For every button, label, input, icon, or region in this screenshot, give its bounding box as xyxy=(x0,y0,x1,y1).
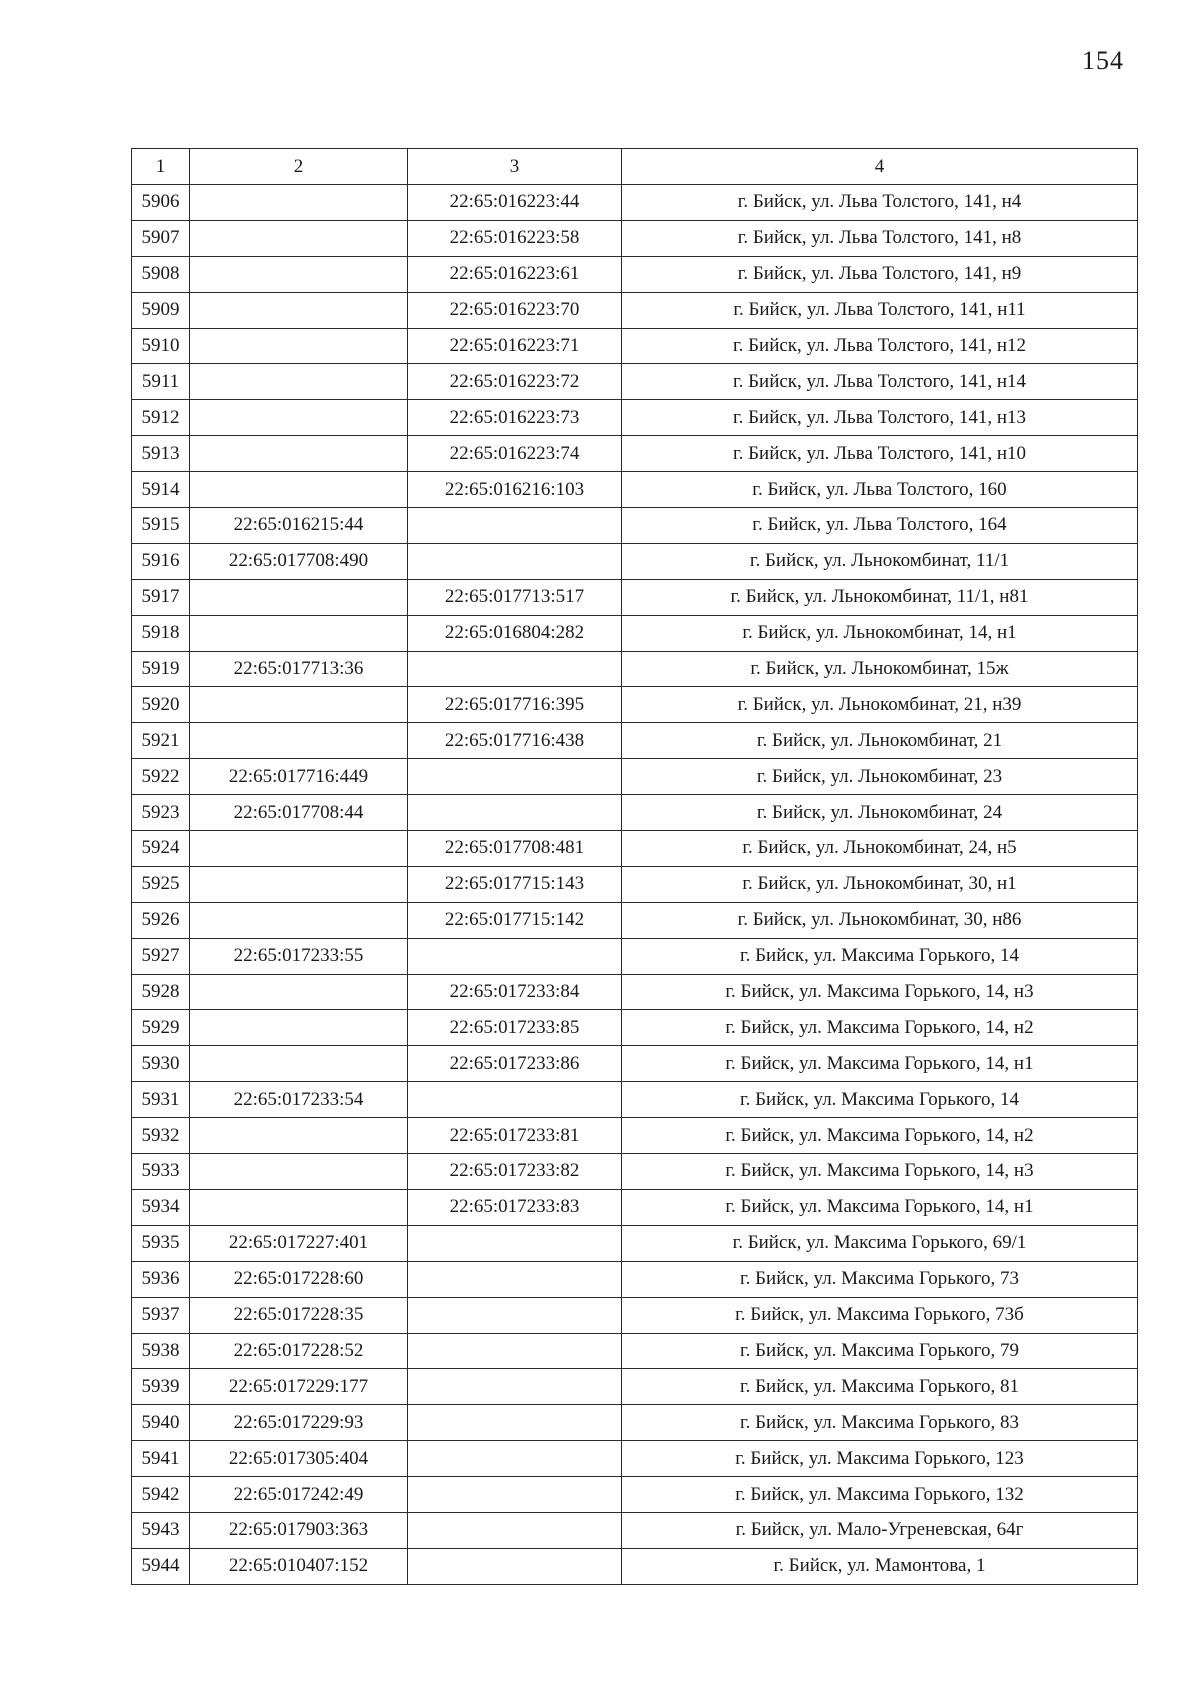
cadastral-number-building-cell: 22:65:017716:438 xyxy=(408,723,622,759)
row-number-cell: 5942 xyxy=(132,1477,190,1513)
address-cell: г. Бийск, ул. Льва Толстого, 141, н12 xyxy=(622,328,1138,364)
row-number-cell: 5921 xyxy=(132,723,190,759)
cadastral-number-land-cell: 22:65:017242:49 xyxy=(190,1477,408,1513)
address-cell: г. Бийск, ул. Льнокомбинат, 15ж xyxy=(622,651,1138,687)
table-row xyxy=(132,974,1138,1010)
table-row xyxy=(132,220,1138,256)
cadastral-number-land-cell: 22:65:017233:55 xyxy=(190,938,408,974)
address-cell: г. Бийск, ул. Максима Горького, 14, н3 xyxy=(622,1154,1138,1190)
cadastral-number-land-cell: 22:65:017229:177 xyxy=(190,1369,408,1405)
cadastral-number-land-cell xyxy=(190,436,408,472)
table-row xyxy=(132,1010,1138,1046)
table-header-row xyxy=(132,149,1138,185)
address-cell: г. Бийск, ул. Максима Горького, 14 xyxy=(622,938,1138,974)
address-cell: г. Бийск, ул. Максима Горького, 73б xyxy=(622,1297,1138,1333)
cadastral-number-building-cell: 22:65:016223:70 xyxy=(408,292,622,328)
cadastral-number-building-cell: 22:65:016223:73 xyxy=(408,400,622,436)
row-number-cell: 5923 xyxy=(132,795,190,831)
address-cell: г. Бийск, ул. Льнокомбинат, 30, н86 xyxy=(622,902,1138,938)
table-row xyxy=(132,866,1138,902)
header-col-2: 2 xyxy=(190,149,408,185)
cadastral-number-land-cell xyxy=(190,902,408,938)
cadastral-number-land-cell xyxy=(190,256,408,292)
cadastral-number-land-cell: 22:65:017708:490 xyxy=(190,543,408,579)
table-row xyxy=(132,1405,1138,1441)
table-row xyxy=(132,651,1138,687)
address-cell: г. Бийск, ул. Льнокомбинат, 24 xyxy=(622,795,1138,831)
row-number-cell: 5939 xyxy=(132,1369,190,1405)
row-number-cell: 5938 xyxy=(132,1333,190,1369)
table-row xyxy=(132,1333,1138,1369)
cadastral-number-building-cell: 22:65:017716:395 xyxy=(408,687,622,723)
table-row xyxy=(132,1189,1138,1225)
cadastral-number-land-cell xyxy=(190,1118,408,1154)
table-row xyxy=(132,1118,1138,1154)
address-cell: г. Бийск, ул. Льнокомбинат, 21 xyxy=(622,723,1138,759)
row-number-cell: 5934 xyxy=(132,1189,190,1225)
row-number-cell: 5909 xyxy=(132,292,190,328)
cadastral-number-building-cell xyxy=(408,1082,622,1118)
table-row xyxy=(132,1261,1138,1297)
row-number-cell: 5917 xyxy=(132,579,190,615)
cadastral-number-building-cell: 22:65:016223:61 xyxy=(408,256,622,292)
table-row xyxy=(132,543,1138,579)
table-row xyxy=(132,1297,1138,1333)
cadastral-number-building-cell: 22:65:017233:82 xyxy=(408,1154,622,1190)
address-cell: г. Бийск, ул. Льнокомбинат, 14, н1 xyxy=(622,615,1138,651)
row-number-cell: 5932 xyxy=(132,1118,190,1154)
cadastral-number-land-cell: 22:65:017708:44 xyxy=(190,795,408,831)
address-cell: г. Бийск, ул. Максима Горького, 132 xyxy=(622,1477,1138,1513)
cadastral-number-building-cell: 22:65:016216:103 xyxy=(408,472,622,508)
table-row xyxy=(132,1225,1138,1261)
row-number-cell: 5915 xyxy=(132,508,190,544)
address-cell: г. Бийск, ул. Льнокомбинат, 11/1, н81 xyxy=(622,579,1138,615)
table-row xyxy=(132,1441,1138,1477)
header-col-1: 1 xyxy=(132,149,190,185)
cadastral-number-land-cell xyxy=(190,579,408,615)
table-row xyxy=(132,1154,1138,1190)
cadastral-number-land-cell xyxy=(190,687,408,723)
row-number-cell: 5918 xyxy=(132,615,190,651)
cadastral-number-building-cell xyxy=(408,1297,622,1333)
cadastral-number-building-cell: 22:65:017715:142 xyxy=(408,902,622,938)
cadastral-number-building-cell: 22:65:017233:85 xyxy=(408,1010,622,1046)
cadastral-number-building-cell: 22:65:016223:71 xyxy=(408,328,622,364)
table-row xyxy=(132,759,1138,795)
cadastral-number-building-cell xyxy=(408,1225,622,1261)
row-number-cell: 5928 xyxy=(132,974,190,1010)
row-number-cell: 5912 xyxy=(132,400,190,436)
row-number-cell: 5931 xyxy=(132,1082,190,1118)
cadastral-number-land-cell: 22:65:017233:54 xyxy=(190,1082,408,1118)
row-number-cell: 5920 xyxy=(132,687,190,723)
cadastral-number-land-cell xyxy=(190,328,408,364)
address-cell: г. Бийск, ул. Мамонтова, 1 xyxy=(622,1548,1138,1584)
cadastral-number-building-cell xyxy=(408,1369,622,1405)
cadastral-number-land-cell: 22:65:017903:363 xyxy=(190,1512,408,1548)
row-number-cell: 5933 xyxy=(132,1154,190,1190)
table-row xyxy=(132,508,1138,544)
table-row xyxy=(132,400,1138,436)
table-row xyxy=(132,185,1138,221)
address-cell: г. Бийск, ул. Максима Горького, 123 xyxy=(622,1441,1138,1477)
cadastral-number-land-cell xyxy=(190,400,408,436)
cadastral-number-building-cell: 22:65:017715:143 xyxy=(408,866,622,902)
table-row xyxy=(132,938,1138,974)
cadastral-number-land-cell: 22:65:017227:401 xyxy=(190,1225,408,1261)
cadastral-number-building-cell xyxy=(408,1261,622,1297)
cadastral-number-building-cell xyxy=(408,1512,622,1548)
table-row xyxy=(132,436,1138,472)
cadastral-number-land-cell xyxy=(190,831,408,867)
cadastral-number-building-cell: 22:65:017233:86 xyxy=(408,1046,622,1082)
cadastral-number-land-cell: 22:65:016215:44 xyxy=(190,508,408,544)
row-number-cell: 5937 xyxy=(132,1297,190,1333)
address-cell: г. Бийск, ул. Льнокомбинат, 30, н1 xyxy=(622,866,1138,902)
address-cell: г. Бийск, ул. Мало-Угреневская, 64г xyxy=(622,1512,1138,1548)
row-number-cell: 5919 xyxy=(132,651,190,687)
table-row xyxy=(132,579,1138,615)
address-cell: г. Бийск, ул. Максима Горького, 81 xyxy=(622,1369,1138,1405)
table-row xyxy=(132,292,1138,328)
cadastral-number-building-cell xyxy=(408,759,622,795)
cadastral-number-land-cell xyxy=(190,472,408,508)
address-cell: г. Бийск, ул. Максима Горького, 83 xyxy=(622,1405,1138,1441)
cadastral-number-building-cell: 22:65:016223:74 xyxy=(408,436,622,472)
cadastral-number-building-cell: 22:65:017233:83 xyxy=(408,1189,622,1225)
cadastral-number-building-cell xyxy=(408,795,622,831)
row-number-cell: 5911 xyxy=(132,364,190,400)
row-number-cell: 5929 xyxy=(132,1010,190,1046)
address-cell: г. Бийск, ул. Льнокомбинат, 21, н39 xyxy=(622,687,1138,723)
cadastral-number-building-cell: 22:65:016223:44 xyxy=(408,185,622,221)
cadastral-number-land-cell xyxy=(190,220,408,256)
cadastral-number-building-cell: 22:65:017708:481 xyxy=(408,831,622,867)
row-number-cell: 5941 xyxy=(132,1441,190,1477)
row-number-cell: 5916 xyxy=(132,543,190,579)
cadastral-number-land-cell xyxy=(190,1154,408,1190)
row-number-cell: 5930 xyxy=(132,1046,190,1082)
cadastral-number-land-cell xyxy=(190,974,408,1010)
cadastral-number-building-cell: 22:65:016804:282 xyxy=(408,615,622,651)
address-cell: г. Бийск, ул. Максима Горького, 14, н3 xyxy=(622,974,1138,1010)
address-cell: г. Бийск, ул. Максима Горького, 14 xyxy=(622,1082,1138,1118)
table-row xyxy=(132,364,1138,400)
row-number-cell: 5913 xyxy=(132,436,190,472)
table-row xyxy=(132,1548,1138,1584)
cadastral-number-building-cell: 22:65:016223:58 xyxy=(408,220,622,256)
address-cell: г. Бийск, ул. Льва Толстого, 141, н14 xyxy=(622,364,1138,400)
row-number-cell: 5922 xyxy=(132,759,190,795)
cadastral-number-land-cell: 22:65:017713:36 xyxy=(190,651,408,687)
table-row xyxy=(132,687,1138,723)
address-cell: г. Бийск, ул. Максима Горького, 14, н1 xyxy=(622,1189,1138,1225)
cadastral-number-land-cell xyxy=(190,723,408,759)
address-cell: г. Бийск, ул. Льва Толстого, 141, н8 xyxy=(622,220,1138,256)
address-cell: г. Бийск, ул. Льва Толстого, 164 xyxy=(622,508,1138,544)
cadastral-number-building-cell xyxy=(408,1477,622,1513)
table-row xyxy=(132,902,1138,938)
address-cell: г. Бийск, ул. Льва Толстого, 141, н4 xyxy=(622,185,1138,221)
table-row xyxy=(132,1046,1138,1082)
registry-table xyxy=(131,148,1138,1585)
cadastral-number-land-cell xyxy=(190,1010,408,1046)
address-cell: г. Бийск, ул. Льнокомбинат, 24, н5 xyxy=(622,831,1138,867)
address-cell: г. Бийск, ул. Льва Толстого, 141, н9 xyxy=(622,256,1138,292)
page-number: 154 xyxy=(1082,46,1124,75)
cadastral-number-land-cell xyxy=(190,364,408,400)
cadastral-number-land-cell: 22:65:017228:35 xyxy=(190,1297,408,1333)
cadastral-number-land-cell xyxy=(190,292,408,328)
cadastral-number-land-cell xyxy=(190,1189,408,1225)
cadastral-number-building-cell: 22:65:017233:84 xyxy=(408,974,622,1010)
address-cell: г. Бийск, ул. Максима Горького, 14, н2 xyxy=(622,1010,1138,1046)
cadastral-number-land-cell xyxy=(190,1046,408,1082)
table-row xyxy=(132,1512,1138,1548)
cadastral-number-building-cell xyxy=(408,1548,622,1584)
cadastral-number-building-cell xyxy=(408,1405,622,1441)
address-cell: г. Бийск, ул. Льва Толстого, 141, н13 xyxy=(622,400,1138,436)
address-cell: г. Бийск, ул. Максима Горького, 14, н1 xyxy=(622,1046,1138,1082)
row-number-cell: 5935 xyxy=(132,1225,190,1261)
cadastral-number-land-cell: 22:65:017228:60 xyxy=(190,1261,408,1297)
cadastral-number-land-cell xyxy=(190,185,408,221)
address-cell: г. Бийск, ул. Максима Горького, 73 xyxy=(622,1261,1138,1297)
table-row xyxy=(132,795,1138,831)
cadastral-number-land-cell: 22:65:017716:449 xyxy=(190,759,408,795)
row-number-cell: 5926 xyxy=(132,902,190,938)
row-number-cell: 5927 xyxy=(132,938,190,974)
address-cell: г. Бийск, ул. Максима Горького, 79 xyxy=(622,1333,1138,1369)
cadastral-number-building-cell xyxy=(408,508,622,544)
address-cell: г. Бийск, ул. Максима Горького, 69/1 xyxy=(622,1225,1138,1261)
cadastral-number-land-cell: 22:65:017305:404 xyxy=(190,1441,408,1477)
table-row xyxy=(132,1369,1138,1405)
cadastral-number-building-cell: 22:65:017233:81 xyxy=(408,1118,622,1154)
row-number-cell: 5924 xyxy=(132,831,190,867)
cadastral-number-building-cell xyxy=(408,1441,622,1477)
cadastral-number-land-cell: 22:65:017228:52 xyxy=(190,1333,408,1369)
table-row xyxy=(132,256,1138,292)
address-cell: г. Бийск, ул. Льва Толстого, 160 xyxy=(622,472,1138,508)
row-number-cell: 5944 xyxy=(132,1548,190,1584)
header-col-3: 3 xyxy=(408,149,622,185)
cadastral-number-building-cell xyxy=(408,651,622,687)
table-row xyxy=(132,1477,1138,1513)
row-number-cell: 5910 xyxy=(132,328,190,364)
row-number-cell: 5908 xyxy=(132,256,190,292)
table-row xyxy=(132,328,1138,364)
cadastral-number-building-cell xyxy=(408,938,622,974)
address-cell: г. Бийск, ул. Максима Горького, 14, н2 xyxy=(622,1118,1138,1154)
cadastral-number-land-cell: 22:65:017229:93 xyxy=(190,1405,408,1441)
cadastral-number-land-cell xyxy=(190,615,408,651)
row-number-cell: 5940 xyxy=(132,1405,190,1441)
address-cell: г. Бийск, ул. Льнокомбинат, 11/1 xyxy=(622,543,1138,579)
cadastral-number-land-cell: 22:65:010407:152 xyxy=(190,1548,408,1584)
address-cell: г. Бийск, ул. Льнокомбинат, 23 xyxy=(622,759,1138,795)
row-number-cell: 5925 xyxy=(132,866,190,902)
row-number-cell: 5907 xyxy=(132,220,190,256)
cadastral-number-building-cell xyxy=(408,1333,622,1369)
table-row xyxy=(132,1082,1138,1118)
address-cell: г. Бийск, ул. Льва Толстого, 141, н10 xyxy=(622,436,1138,472)
address-cell: г. Бийск, ул. Льва Толстого, 141, н11 xyxy=(622,292,1138,328)
cadastral-number-building-cell: 22:65:017713:517 xyxy=(408,579,622,615)
row-number-cell: 5906 xyxy=(132,185,190,221)
table-row xyxy=(132,472,1138,508)
header-col-4: 4 xyxy=(622,149,1138,185)
row-number-cell: 5943 xyxy=(132,1512,190,1548)
table-row xyxy=(132,723,1138,759)
row-number-cell: 5914 xyxy=(132,472,190,508)
cadastral-number-land-cell xyxy=(190,866,408,902)
table-row xyxy=(132,831,1138,867)
cadastral-number-building-cell xyxy=(408,543,622,579)
table-row xyxy=(132,615,1138,651)
cadastral-number-building-cell: 22:65:016223:72 xyxy=(408,364,622,400)
row-number-cell: 5936 xyxy=(132,1261,190,1297)
